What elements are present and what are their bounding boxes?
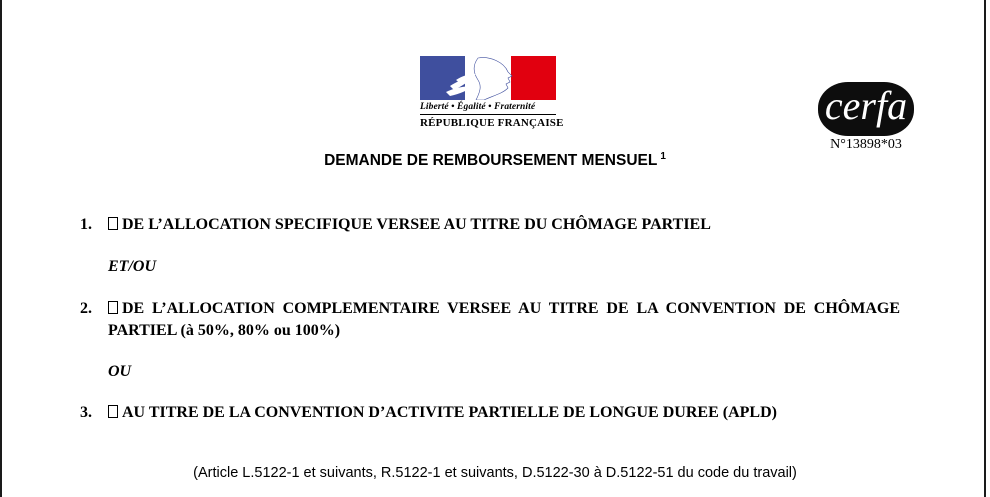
logo-divider [420, 114, 556, 115]
republic-name: RÉPUBLIQUE FRANÇAISE [420, 117, 564, 129]
cerfa-number: N°13898*03 [830, 137, 902, 152]
option-text: AU TITRE DE LA CONVENTION D’ACTIVITE PARTIELLE DE LONGUE DUREE (APLD) [122, 404, 777, 421]
marianne-logo [420, 56, 564, 129]
option-number: 3. [80, 404, 92, 421]
page-title-text: DEMANDE DE REMBOURSEMENT MENSUEL [324, 152, 658, 169]
republic-motto: Liberté • Égalité • Fraternité [420, 102, 536, 112]
cerfa-logo-text: cerfa [824, 83, 908, 128]
option-1-checkbox[interactable] [108, 217, 118, 230]
marianne-flag-icon [420, 56, 556, 100]
option-2-checkbox[interactable] [108, 301, 118, 314]
cerfa-logo [818, 82, 914, 136]
option-number: 2. [80, 300, 92, 317]
option-3-checkbox[interactable] [108, 405, 118, 418]
option-text: DE L’ALLOCATION COMPLEMENTAIRE VERSEE AU TITRE DE LA CONVENTION DE CHÔMAGE PARTIEL (à 50%, 80% ou 100%) [108, 300, 900, 339]
option-number: 1. [80, 216, 92, 233]
conjunction-and-or: ET/OU [108, 258, 156, 275]
page-left-border [0, 0, 2, 497]
page-right-border [984, 0, 986, 497]
legal-reference: (Article L.5122-1 et suivants, R.5122-1 et suivants, D.5122-30 à D.5122-51 du code du travail) [193, 465, 797, 481]
page-title [0, 151, 990, 170]
title-footnote-ref: 1 [660, 151, 666, 162]
conjunction-or: OU [108, 363, 132, 380]
option-text: DE L’ALLOCATION SPECIFIQUE VERSEE AU TITRE DU CHÔMAGE PARTIEL [122, 216, 711, 233]
